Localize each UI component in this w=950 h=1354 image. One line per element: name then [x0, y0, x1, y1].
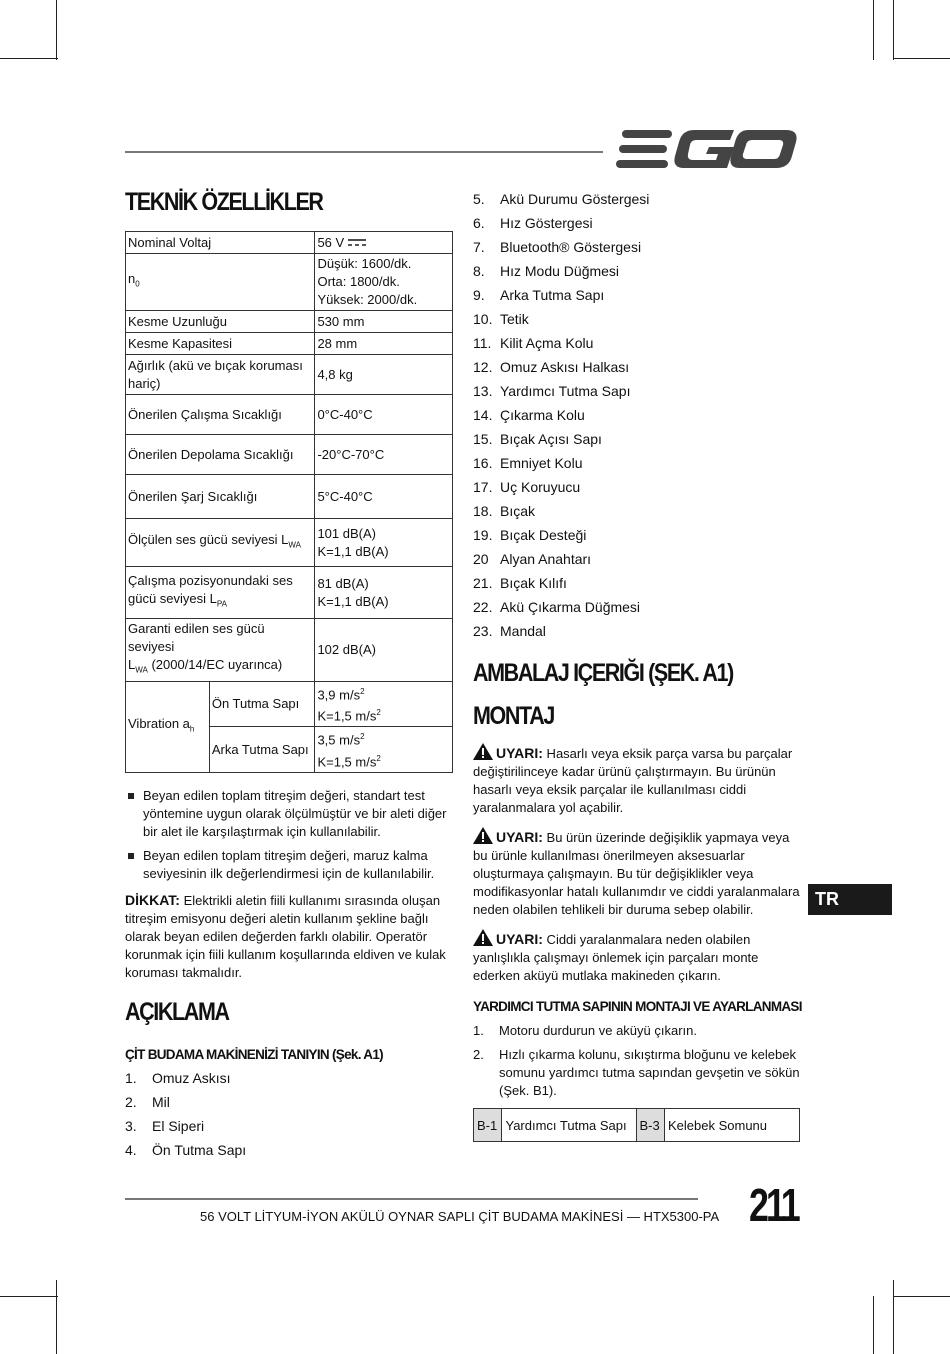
vibration-notes: [125, 787, 455, 883]
table-row: [126, 519, 453, 567]
table-row: [126, 475, 453, 519]
spec-label: Önerilen Depolama Sıcaklığı: [126, 435, 315, 475]
list-item: 16. Emniyet Kolu: [473, 455, 583, 471]
list-item: 21. Bıçak Kılıfı: [473, 575, 567, 591]
spec-label: Garanti edilen ses gücü seviyesi $L_{WA}$ (2000/14/EC uyarınca): [126, 619, 315, 682]
list-item: 20 Alyan Anahtarı: [473, 551, 592, 567]
spec-label: Önerilen Şarj Sıcaklığı: [126, 475, 315, 519]
table-row: [126, 567, 453, 619]
warning-paragraph: UYARI: Ciddi yaralanmalara neden olabilen yanlışlıkla çalışmayı önlemek için parçaları monte ederken aküyü mutlaka makineden çıkarın.: [473, 931, 759, 983]
part-code: B-1: [474, 1109, 502, 1142]
ego-logo: [616, 126, 800, 172]
list-item: 8. Hız Modu Düğmesi: [473, 263, 620, 279]
part-code: B-3: [636, 1109, 665, 1142]
caution-label: DİKKAT:: [125, 891, 180, 908]
table-row: [126, 395, 453, 435]
spec-value: 102 dB(A): [315, 619, 453, 682]
spec-label: Kesme Kapasitesi: [126, 333, 315, 355]
crop-mark: [56, 1280, 57, 1354]
table-row: [126, 355, 453, 395]
parts-list: [125, 1066, 455, 1162]
crop-mark: [56, 0, 57, 60]
spec-label: Vibration $a_h$: [126, 681, 210, 772]
list-item: 19. Bıçak Desteği: [473, 527, 587, 543]
spec-label: Kesme Uzunluğu: [126, 311, 315, 333]
list-item: 1. Motoru durdurun ve aküyü çıkarın.: [473, 1023, 697, 1038]
crop-mark: [0, 58, 58, 59]
spec-label: Önerilen Çalışma Sıcaklığı: [126, 395, 315, 435]
list-item: 7. Bluetooth® Göstergesi: [473, 239, 642, 255]
list-item: 14. Çıkarma Kolu: [473, 407, 585, 423]
know-title: ÇİT BUDAMA MAKİNENİZİ TANIYIN (Şek. A1): [125, 1046, 383, 1062]
spec-value: 0°C-40°C: [315, 395, 453, 435]
crop-mark: [873, 0, 874, 60]
spec-label: $n_0$: [126, 254, 315, 311]
list-item: 6. Hız Göstergesi: [473, 215, 593, 231]
list-item: 3. El Siperi: [125, 1117, 205, 1134]
spec-label: Çalışma pozisyonundaki ses gücü seviyesi $L_{PA}$: [126, 567, 315, 619]
list-item: 11. Kilit Açma Kolu: [473, 335, 594, 351]
crop-mark: [873, 1296, 874, 1354]
list-item: Beyan edilen toplam titreşim değeri, standart test yöntemine uygun olarak ölçülmüştür ve bir aleti diğer bir alet ile karşılaştırmak için kullanılabilir.: [125, 787, 455, 841]
warning-paragraph: UYARI: Hasarlı veya eksik parça varsa bu parçalar değiştirilinceye kadar ürünü çalıştırmayın. Bu ürünün hasarlı veya eksik parçalar ile kullanılması ciddi yaralanmalara yol açabilir.: [473, 745, 793, 815]
table-row: [126, 254, 453, 311]
crop-mark: [893, 1280, 894, 1354]
list-item: 15. Bıçak Açısı Sapı: [473, 431, 602, 447]
list-item: 9. Arka Tutma Sapı: [473, 287, 605, 303]
list-item: 2. Mil: [125, 1093, 170, 1110]
list-item: 17. Uç Koruyucu: [473, 479, 581, 495]
assembly-title: MONTAJ: [473, 702, 554, 730]
part-name: Kelebek Somunu: [665, 1109, 800, 1142]
left-column: [125, 188, 455, 1162]
crop-mark: [893, 0, 894, 60]
spec-title: TEKNİK ÖZELLİKLER: [125, 188, 323, 216]
description-title: AÇIKLAMA: [125, 997, 229, 1026]
header-rule: [125, 151, 603, 153]
crop-mark: [893, 1296, 950, 1297]
list-item: 4. Ön Tutma Sapı: [125, 1141, 247, 1158]
caution-paragraph: DİKKAT: Elektrikli aletin fiili kullanımı sırasında oluşan titreşim emisyonu değeri aletin kullanım şekline bağlı olarak beyan edilen değerden farklı olabilir. Operatör korunmak için fiili kullanım koşullarında eldiven ve kulak koruması takmalıdır.: [125, 891, 446, 980]
spec-value: 101 dB(A) K=1,1 dB(A): [315, 519, 453, 567]
spec-value: 3,9 $m/s^2$ K=1,5 $m/s^2$: [315, 681, 453, 727]
spec-value: 28 mm: [315, 333, 453, 355]
spec-table: [125, 231, 453, 773]
spec-value: 5°C-40°C: [315, 475, 453, 519]
parts-list-continued: [473, 187, 803, 643]
spec-sublabel: Ön Tutma Sapı: [209, 681, 315, 727]
package-contents-title: AMBALAJ IÇERIĞI (ŞEK. A1): [473, 659, 733, 687]
list-item: 22. Akü Çıkarma Düğmesi: [473, 599, 641, 615]
list-item: Beyan edilen toplam titreşim değeri, maruz kalma seviyesinin ilk değerlendirmesi için de kullanılabilir.: [125, 847, 455, 883]
warning-paragraph: UYARI: Bu ürün üzerinde değişiklik yapmaya veya bu ürünle kullanılması önerilmeyen aksesuarlar oluşturmaya çalışmayın. Bu tür değişiklikler veya modifikasyonlar hatalı kullanımdır ve ciddi yaralanmalara neden olabilen tehlikeli bir duruma sebep olabilir.: [473, 829, 800, 917]
right-column: [473, 188, 803, 1142]
table-row: [126, 681, 453, 727]
spec-label: Nominal Voltaj: [126, 232, 315, 254]
table-row: [126, 333, 453, 355]
list-item: 13. Yardımcı Tutma Sapı: [473, 383, 631, 399]
footer-text: 56 VOLT LİTYUM-İYON AKÜLÜ OYNAR SAPLI ÇİT BUDAMA MAKİNESİ — HTX5300-PA: [200, 1209, 720, 1224]
language-tab: TR: [808, 884, 892, 915]
spec-value: 530 mm: [315, 311, 453, 333]
warning-icon: [473, 743, 493, 760]
spec-sublabel: Arka Tutma Sapı: [209, 727, 315, 773]
table-row: [126, 619, 453, 682]
assembly-steps: [473, 1022, 803, 1100]
list-item: 2. Hızlı çıkarma kolunu, sıkıştırma bloğunu ve kelebek somunu yardımcı tutma sapından gevşetin ve sökün (Şek. B1).: [473, 1047, 800, 1098]
aux-handle-title: YARDIMCI TUTMA SAPININ MONTAJI VE AYARLANMASI: [473, 999, 802, 1014]
warning-icon: [473, 929, 493, 946]
list-item: 23. Mandal: [473, 623, 546, 639]
list-item: 18. Bıçak: [473, 503, 536, 519]
table-row: [474, 1109, 800, 1142]
spec-value: 56 V: [315, 232, 453, 254]
spec-label: Ağırlık (akü ve bıçak koruması hariç): [126, 355, 315, 395]
table-row: [126, 232, 453, 254]
spec-label: Ölçülen ses gücü seviyesi $L_{WA}$: [126, 519, 315, 567]
footer-rule: [125, 1198, 698, 1200]
warning-icon: [473, 827, 493, 844]
list-item: 12. Omuz Askısı Halkası: [473, 359, 630, 375]
list-item: 5. Akü Durumu Göstergesi: [473, 191, 650, 207]
list-item: 1. Omuz Askısı: [125, 1069, 231, 1086]
spec-value: 81 dB(A) K=1,1 dB(A): [315, 567, 453, 619]
spec-value: Düşük: 1600/dk. Orta: 1800/dk. Yüksek: 2000/dk.: [315, 254, 453, 311]
spec-value: 3,5 $m/s^2$ K=1,5 $m/s^2$: [315, 727, 453, 773]
page-number: 211: [749, 1179, 798, 1231]
spec-value: -20°C-70°C: [315, 435, 453, 475]
parts-legend-table: [473, 1108, 800, 1142]
spec-value: 4,8 kg: [315, 355, 453, 395]
table-row: [126, 435, 453, 475]
table-row: [126, 311, 453, 333]
crop-mark: [0, 1296, 58, 1297]
crop-mark: [893, 58, 950, 59]
part-name: Yardımcı Tutma Sapı: [502, 1109, 636, 1142]
list-item: 10. Tetik: [473, 311, 529, 327]
dc-symbol-icon: [348, 239, 366, 247]
